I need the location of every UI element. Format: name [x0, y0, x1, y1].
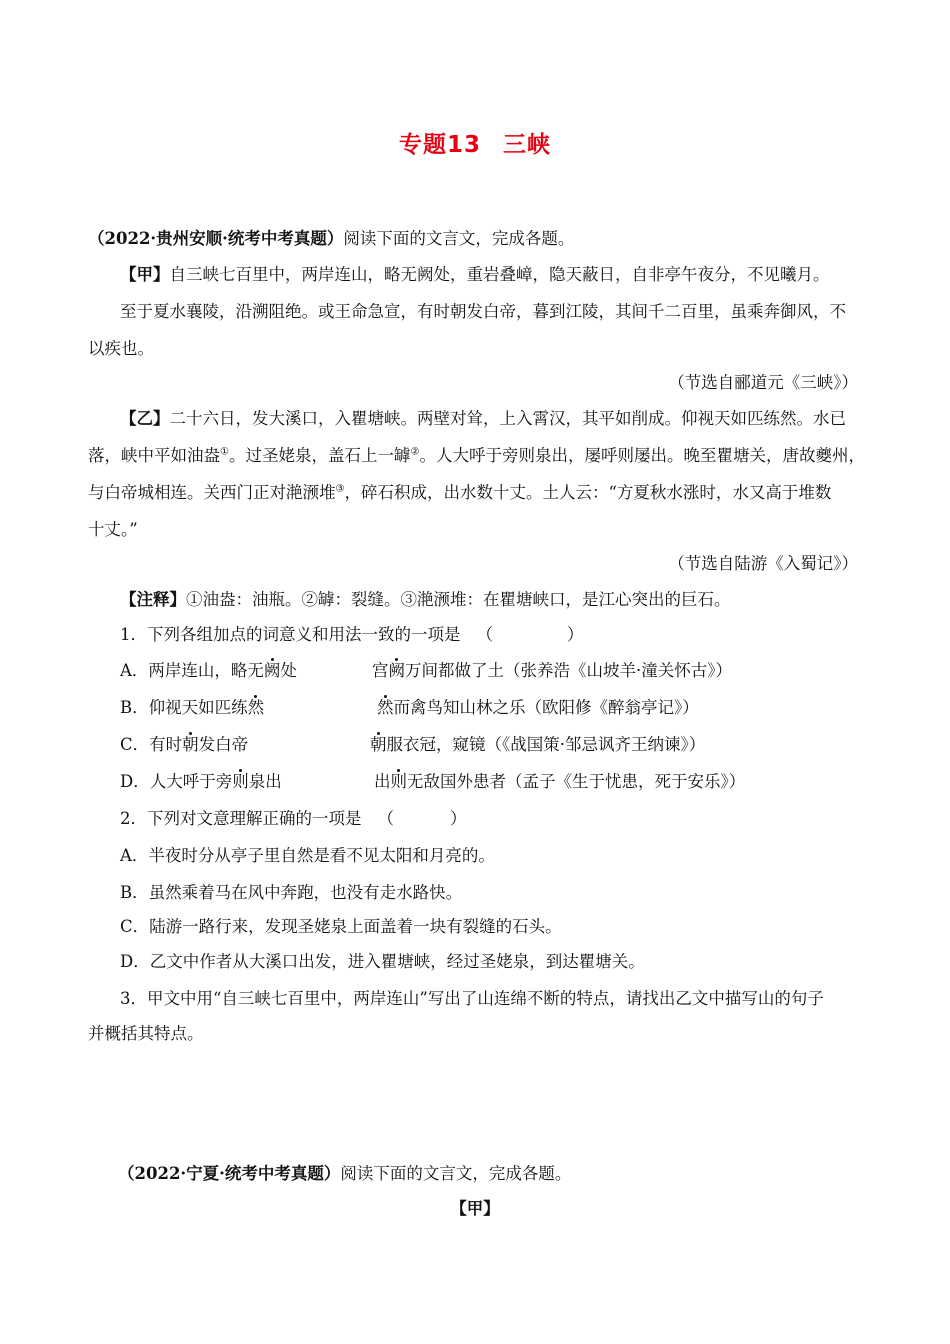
dotted-char: 则	[232, 772, 249, 791]
section2-instruction: 阅读下面的文言文，完成各题。	[340, 1164, 572, 1183]
section2-subheading: 【甲】	[450, 1199, 500, 1218]
jia-line-1	[120, 262, 900, 288]
jia-label: 【甲】	[120, 265, 170, 284]
yi-text-1: 二十六日，发大溪口，入瞿塘峡。两壁对耸，上入霄汉，其平如削成。仰视天如匹练然。水已	[169, 409, 846, 428]
yi-text-3a: 与白帝城相连。关西门正对滟滪堆	[88, 483, 336, 502]
q3-line-2: 并概括其特点。	[88, 1024, 204, 1043]
jia-citation: （节选自郦道元《三峡》）	[668, 373, 858, 392]
notes-label: 【注释】	[120, 590, 186, 609]
yi-text-2b: 。过圣姥泉，盖石上一罅	[228, 446, 411, 465]
yi-line-2	[88, 443, 868, 469]
jia-line-3: 以疾也。	[88, 339, 154, 358]
yi-text-2a: 落，峡中平如油盎	[88, 446, 220, 465]
footnote-mark-2: ②	[410, 446, 420, 458]
notes	[120, 587, 900, 613]
title-topic: 三峡	[503, 132, 551, 158]
yi-text-3b: ，碎石积成，出水数十丈。土人云：“方夏秋水涨时，水又高于堆数	[344, 483, 832, 502]
section2-source: （2022·宁夏·统考中考真题）	[118, 1164, 341, 1183]
jia-text-1: 自三峡七百里中，两岸连山，略无阙处，重岩叠嶂，隐天蔽日，自非亭午夜分，不见曦月。	[169, 265, 830, 284]
q2-stem-text: 2．下列对文意理解正确的一项是	[120, 809, 362, 828]
q1-option-c[interactable]: C．有时朝发白帝 朝服衣冠，窥镜（《战国策·邹忌讽齐王纳谏》）	[120, 735, 706, 754]
title-prefix: 专题13	[398, 132, 481, 158]
dotted-char: 朝	[182, 735, 199, 754]
dotted-char: 阙	[263, 661, 281, 680]
q3-line-1: 3．甲文中用“自三峡七百里中，两岸连山”写出了山连绵不断的特点，请找出乙文中描写山的句子	[120, 989, 824, 1008]
q2-option-a[interactable]: A．半夜时分从亭子里自然是看不见太阳和月亮的。	[120, 846, 495, 865]
yi-line-1	[120, 406, 900, 432]
q1-option-b[interactable]: B．仰视天如匹练然 然而禽鸟知山林之乐（欧阳修《醉翁亭记》）	[120, 698, 699, 717]
q2-option-c[interactable]: C．陆游一路行来，发现圣姥泉上面盖着一块有裂缝的石头。	[120, 917, 562, 936]
q1-option-a[interactable]: A．两岸连山，略无阙处 宫阙万间都做了土（张养浩《山坡羊·潼关怀古》）	[120, 661, 732, 680]
jia-line-2: 至于夏水襄陵，沿溯阻绝。或王命急宣，有时朝发白帝，暮到江陵，其间千二百里，虽乘奔御风，不	[120, 302, 846, 321]
dotted-char: 阙	[388, 661, 405, 680]
dotted-char: 然	[377, 698, 394, 717]
q1-option-d[interactable]: D．人大呼于旁则泉出 出则无敌国外患者（孟子《生于忧患，死于安乐》）	[120, 772, 746, 791]
q2-stem	[120, 806, 900, 832]
q1-stem-text: 1．下列各组加点的词意义和用法一致的一项是	[120, 625, 461, 644]
yi-citation: （节选自陆游《入蜀记》）	[668, 554, 858, 573]
footnote-mark-3: ③	[335, 483, 345, 495]
section2-header	[118, 1161, 898, 1187]
q2-option-b[interactable]: B．虽然乘着马在风中奔跑，也没有走水路快。	[120, 883, 463, 902]
q1-answer-paren[interactable]: （ ）	[476, 625, 584, 644]
section1-header	[88, 226, 868, 252]
yi-text-2c: 。人大呼于旁则泉出，屡呼则屡出。晚至瞿塘关，唐故夔州，	[419, 446, 865, 465]
yi-line-3	[88, 480, 868, 506]
dotted-char: 朝	[370, 735, 387, 754]
footnote-mark-1: ①	[220, 446, 229, 458]
q2-option-d[interactable]: D．乙文中作者从大溪口出发，进入瞿塘峡，经过圣姥泉，到达瞿塘关。	[120, 952, 645, 971]
yi-label: 【乙】	[120, 409, 170, 428]
dotted-char: 则	[390, 772, 407, 791]
section1-instruction: 阅读下面的文言文，完成各题。	[343, 229, 575, 248]
page-title	[0, 126, 950, 159]
section1-source: （2022·贵州安顺·统考中考真题）	[88, 229, 344, 248]
dotted-char: 然	[247, 698, 265, 717]
yi-line-4: 十丈。”	[88, 520, 138, 539]
notes-text: ①油盎：油瓶。②罅：裂缝。③滟滪堆：在瞿塘峡口，是江心突出的巨石。	[186, 590, 731, 609]
q1-stem	[120, 622, 900, 648]
q2-answer-paren[interactable]: （ ）	[377, 809, 467, 828]
